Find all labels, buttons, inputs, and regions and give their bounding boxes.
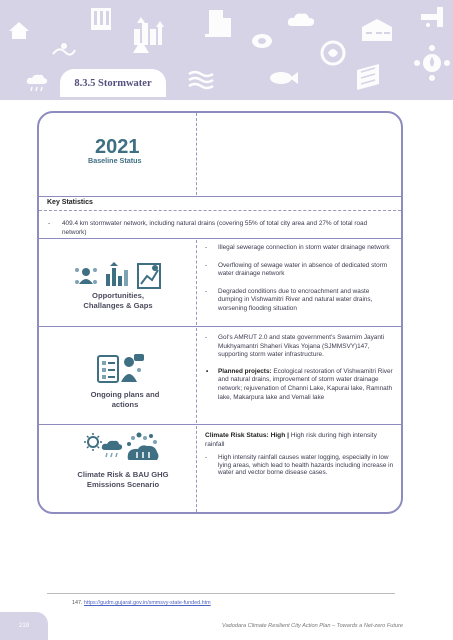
road-icon bbox=[131, 41, 151, 55]
stream-icon bbox=[51, 40, 77, 60]
recycle-icon bbox=[319, 40, 347, 66]
climate-risk-status bbox=[205, 432, 395, 449]
list-item: • Planned projects: Ecological restoration of Vishwamitri River and natural drains, improvement of storm water drainage network; rejuvenation of Channi Lake, Kapurai lake, Ramnath lake, Makarpura lake and Vemali lake bbox=[206, 367, 393, 401]
section-title-tab bbox=[60, 69, 166, 97]
list-item-text: Ecological restoration of Vishwamitri River and natural drains, improvement of storm water drainage network; rejuvenation of Channi Lake, Kapurai lake, Ramnath lake, Makarpura lake and Vemali lake bbox=[218, 367, 393, 401]
document-title: Vadodara Climate Resilient City Action Plan – Towards a Net-zero Future bbox=[222, 623, 403, 629]
opportunities-icon bbox=[74, 262, 164, 290]
key-statistics-item bbox=[48, 219, 393, 237]
list-item-text: Degraded conditions due to encroachment and waste dumping in Vishwamitri River and natural water drains, worsening flooding situation bbox=[218, 287, 373, 312]
column-divider-opportunities bbox=[196, 240, 197, 325]
page-number: 219 bbox=[18, 623, 29, 629]
baseline-year: 2021 bbox=[95, 136, 140, 158]
list-item-text: Overflowing of sewage water in absence of dedicated storm water drainage network bbox=[218, 261, 388, 278]
opportunities-label: Opportunities, Challanges & Gaps bbox=[83, 291, 153, 310]
bullet: - bbox=[48, 220, 51, 227]
ongoing-list bbox=[205, 334, 395, 408]
ongoing-plans-icon bbox=[96, 352, 146, 386]
column-divider-top bbox=[196, 113, 197, 195]
column-divider-climate bbox=[196, 426, 197, 512]
baseline-status-label: Baseline Status bbox=[88, 156, 142, 165]
key-statistics-text: 409.4 km stormwater network, including natural drains (covering 55% of total city area and 27% of total road network) bbox=[62, 220, 368, 236]
building-icon bbox=[89, 4, 113, 32]
footnote bbox=[72, 600, 211, 606]
list-item-text: GoI's AMRUT 2.0 and state government's Swarnim Jayanti Mukhyamantri Shaheri Vikas Yojana (SJMMSVY)147, supporting storm water infrastructure. bbox=[218, 334, 385, 359]
opportunities-list bbox=[205, 244, 395, 319]
climate-risk-icon bbox=[83, 432, 163, 462]
ongoing-plans-label: Ongoing plans and actions bbox=[90, 390, 160, 409]
ongoing-divider bbox=[39, 326, 401, 327]
water-drop-network-icon bbox=[414, 45, 450, 81]
bridge-icon bbox=[355, 62, 381, 92]
planned-projects-label: Planned projects: bbox=[218, 367, 272, 375]
key-stats-divider bbox=[39, 196, 401, 197]
footnote-divider bbox=[47, 593, 395, 594]
tank-icon bbox=[360, 17, 394, 43]
key-stats-title-divider bbox=[39, 210, 401, 211]
key-statistics-title: Key Statistics bbox=[47, 199, 93, 206]
climate-risk-status-label: Climate Risk Status: High | bbox=[205, 432, 289, 439]
page-number-tab bbox=[0, 612, 48, 640]
climate-risk-list bbox=[205, 454, 395, 483]
column-divider-ongoing bbox=[196, 328, 197, 423]
footnote-link[interactable]: https://gudm.gujarat.gov.in/smmsvy-state-funded.htm bbox=[84, 600, 211, 606]
climate-risk-status-text: High risk during high intensity rainfall bbox=[205, 432, 377, 448]
ribbons-icon bbox=[187, 68, 215, 92]
list-item: - Degraded conditions due to encroachment and waste dumping in Vishwamitri River and natural water drains, worsening flooding situation bbox=[205, 287, 373, 312]
list-item: - High intensity rainfall causes water logging, especially in low lying areas, which lead to health hazards including increase in water and vector borne disease cases. bbox=[205, 454, 394, 477]
cloud-rain-icon bbox=[26, 74, 48, 94]
list-item-text: Illegal sewerage connection in storm water drainage network bbox=[218, 244, 390, 251]
list-item: - GoI's AMRUT 2.0 and state government's Swarnim Jayanti Mukhyamantri Shaheri Vikas Yojana (SJMMSVY)147, supporting storm water infrastructure. bbox=[205, 334, 385, 359]
list-item: - Illegal sewerage connection in storm water drainage network bbox=[205, 244, 390, 251]
fish-icon bbox=[268, 68, 300, 88]
water-tower-icon bbox=[203, 8, 233, 38]
pipe-icon bbox=[419, 5, 449, 29]
opportunities-divider bbox=[39, 238, 401, 239]
section-title: 8.3.5 Stormwater bbox=[74, 77, 152, 89]
footnote-number: 147. bbox=[72, 600, 83, 606]
ball-icon bbox=[251, 32, 273, 50]
list-item: - Overflowing of sewage water in absence of dedicated storm water drainage network bbox=[205, 261, 388, 278]
climate-risk-label: Climate Risk & BAU GHG Emissions Scenario bbox=[77, 470, 169, 489]
cloud-icon bbox=[287, 12, 315, 28]
cloud-home-icon bbox=[6, 17, 32, 41]
climate-risk-divider bbox=[39, 424, 401, 425]
list-item-text: High intensity rainfall causes water logging, especially in low lying areas, which lead to health hazards including increase in water and vector borne disease cases. bbox=[218, 454, 394, 477]
